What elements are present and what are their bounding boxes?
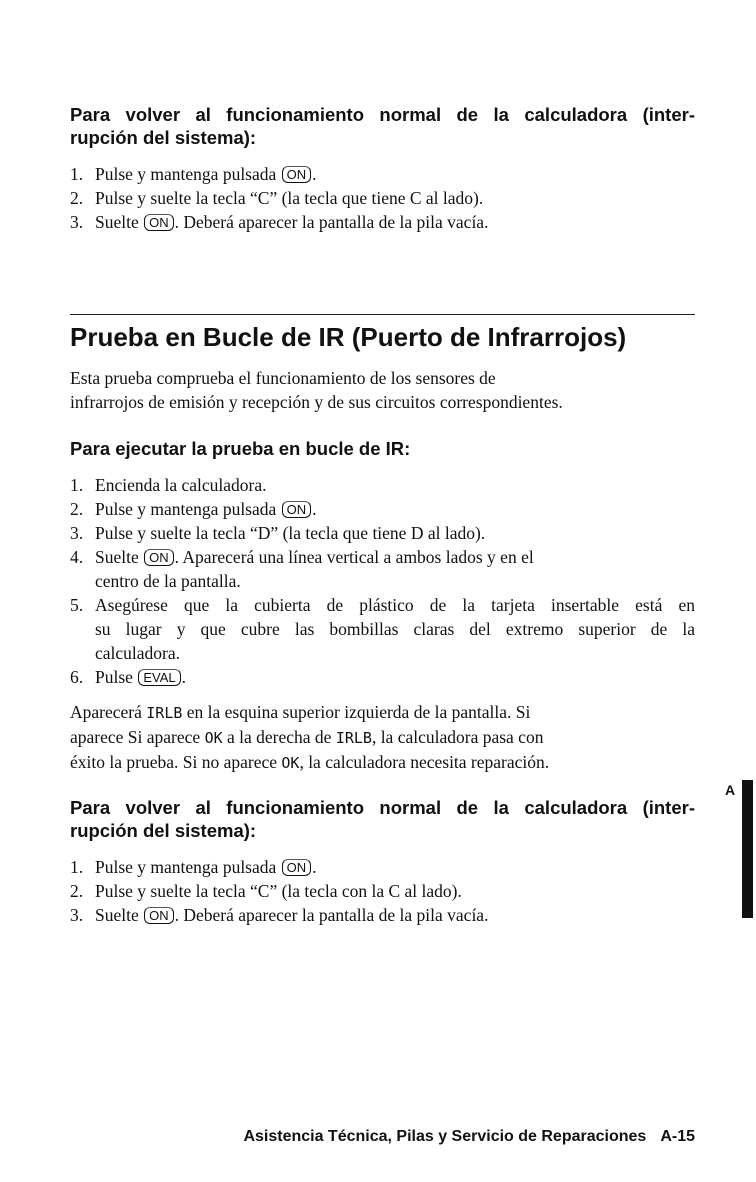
step-list [70,855,695,927]
page-number: A-15 [660,1128,695,1145]
on-key-icon: ON [144,549,174,566]
list-item: 3. Pulse y suelte la tecla “D” (la tecla que tiene D al lado). [70,523,486,543]
list-item: 6. Pulse EVAL . [70,667,186,687]
appendix-tab-bar [742,780,753,918]
list-item: 2. Pulse y mantenga pulsada ON . [70,499,317,519]
footer-title: Asistencia Técnica, Pilas y Servicio de Reparaciones [243,1128,647,1145]
on-key-icon: ON [144,907,174,924]
list-item: 3. Suelte ON . Deberá aparecer la pantalla de la pila vacía. [70,905,489,925]
section-heading: Para volver al funcionamiento normal de la calculadora (inter- [70,104,695,125]
page-footer [200,1128,695,1146]
display-code: OK [281,754,300,772]
list-item: 1. Pulse y mantenga pulsada ON . [70,857,317,877]
result-paragraph: Aparecerá IRLB en la esquina superior izquierda de la pantalla. Si aparece Si aparece OK a la derecha de IRLB, la calculadora pasa con éxito la prueba. Si no aparece OK, la calculadora necesita reparación. [70,702,550,772]
list-item: 2. Pulse y suelte la tecla “C” (la tecla que tiene C al lado). [70,188,484,208]
subheading: Para ejecutar la prueba en bucle de IR: [70,438,411,459]
list-item: 2. Pulse y suelte la tecla “C” (la tecla con la C al lado). [70,881,462,901]
page-title: Prueba en Bucle de IR (Puerto de Infrarrojos) [70,322,627,352]
section-heading-continued: rupción del sistema): [70,820,257,841]
intro-paragraph: Esta prueba comprueba el funcionamiento de los sensores de infrarrojos de emisión y recepción y de sus circuitos correspondientes. [70,368,563,412]
on-key-icon: ON [282,859,312,876]
display-code: OK [204,729,223,747]
list-item: 1. Encienda la calculadora. [70,475,267,495]
list-item: 1. Pulse y mantenga pulsada ON . [70,164,317,184]
section-divider [70,314,695,315]
eval-key-icon: EVAL [138,669,180,686]
appendix-tab-letter: A [725,782,736,798]
on-key-icon: ON [144,214,174,231]
on-key-icon: ON [282,501,312,518]
on-key-icon: ON [282,166,312,183]
step-list [70,473,695,689]
step-list [70,162,695,234]
list-item: 5. Asegúrese que la cubierta de plástico de la tarjeta insertable está en su lugar y que cubre las bombillas claras del extremo superior de la calculadora. [70,595,695,663]
section-heading: Para volver al funcionamiento normal de la calculadora (inter- [70,797,695,818]
section-heading-continued: rupción del sistema): [70,127,257,148]
display-code: IRLB [335,729,372,747]
list-item: 3. Suelte ON . Deberá aparecer la pantalla de la pila vacía. [70,212,489,232]
list-item: 4. Suelte ON . Aparecerá una línea vertical a ambos lados y en el centro de la pantalla. [70,547,534,591]
display-code: IRLB [146,704,183,722]
